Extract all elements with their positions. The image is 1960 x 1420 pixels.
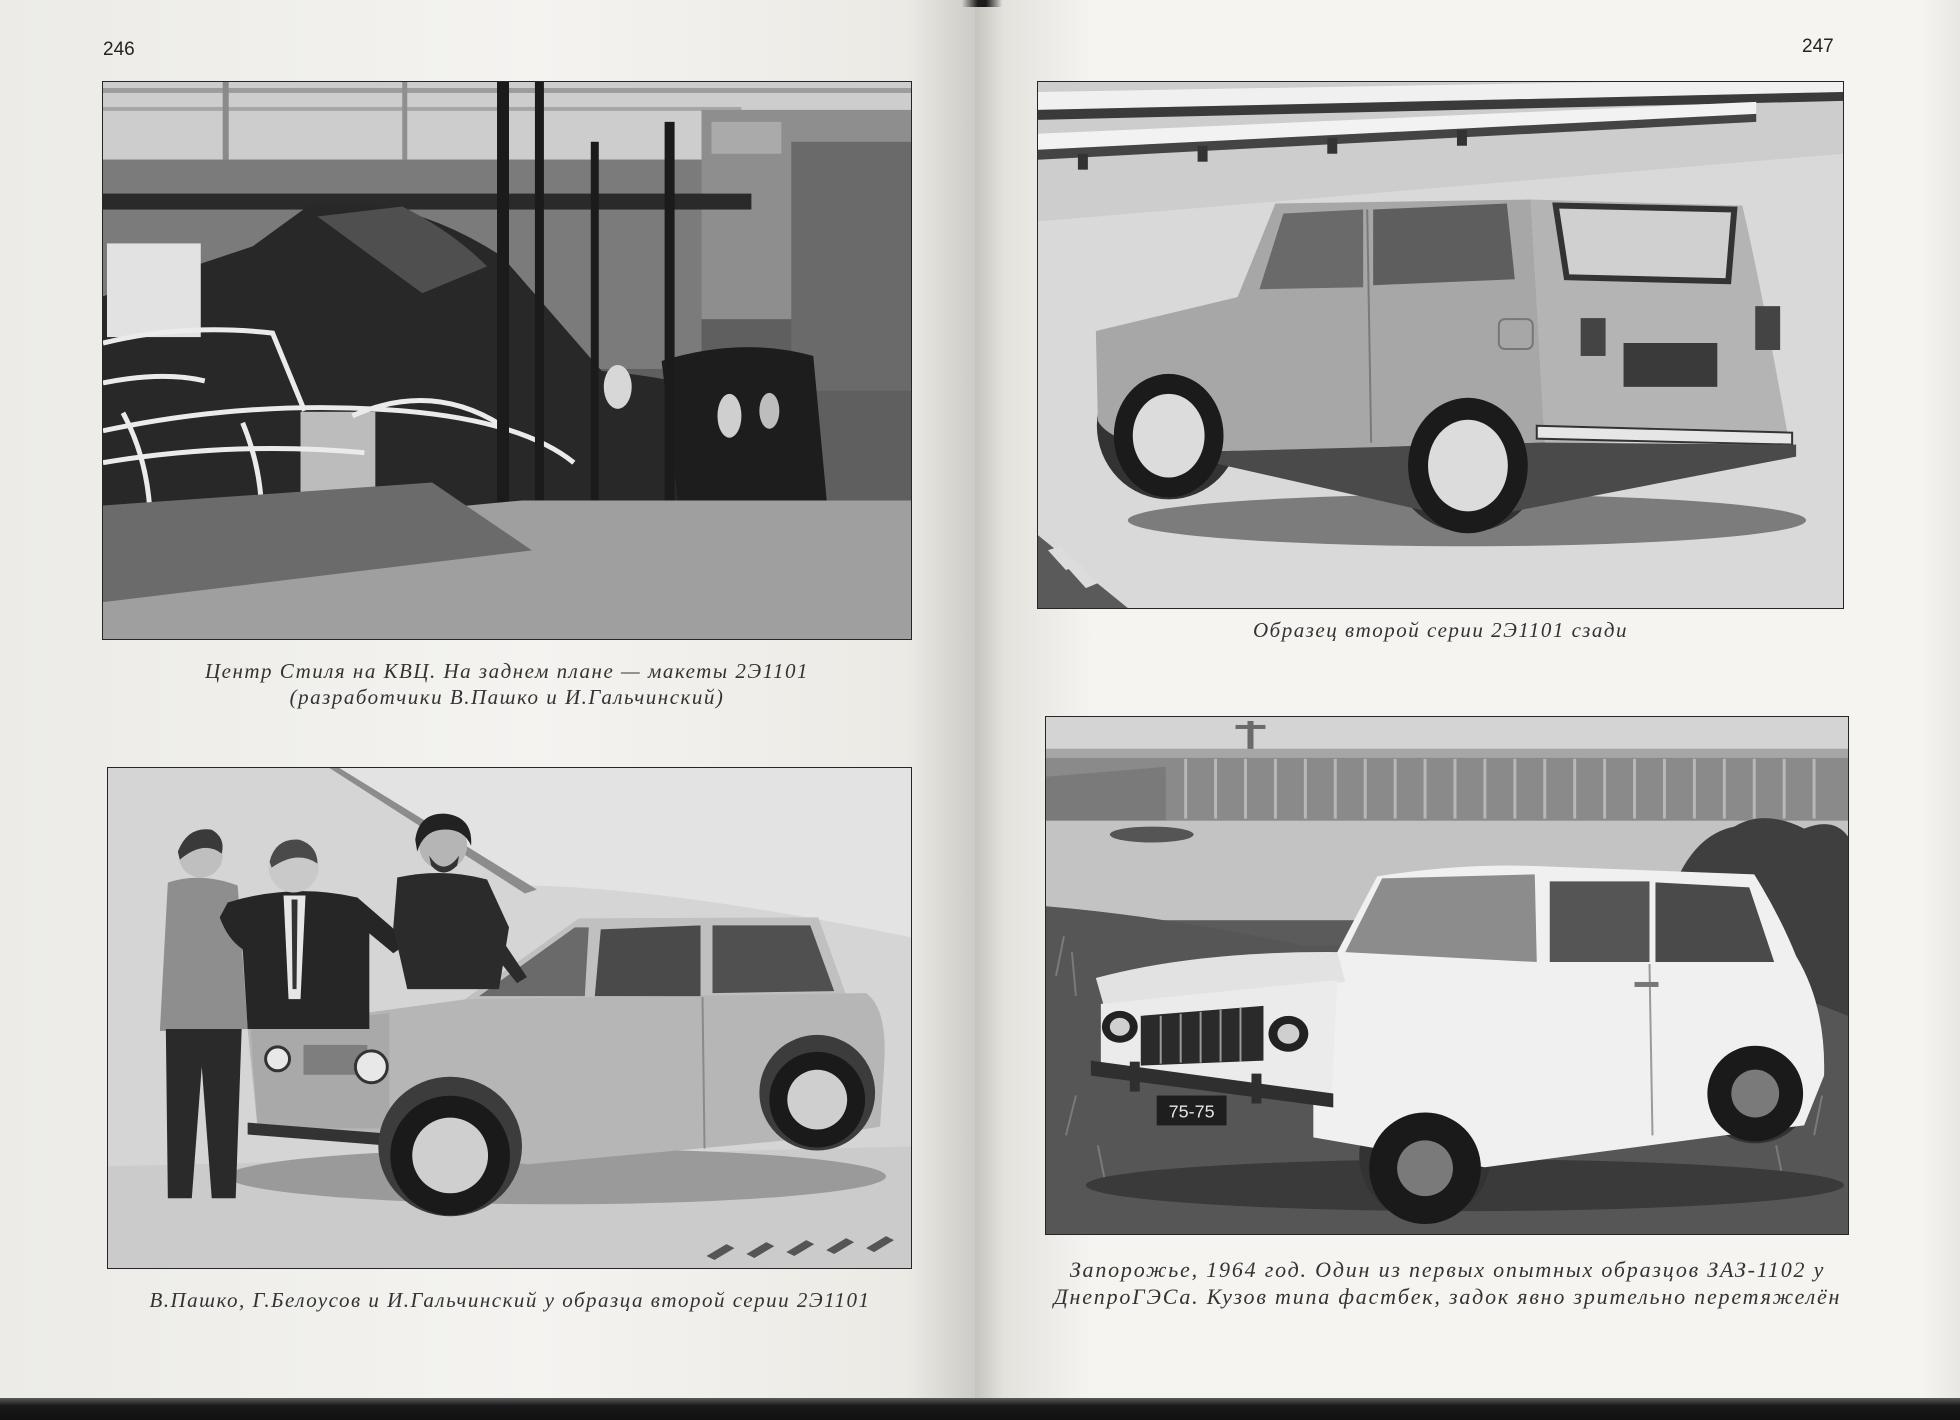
- grille: [1141, 1006, 1264, 1066]
- headlight: [266, 1047, 290, 1071]
- caption-line: Образец второй серии 2Э1101 сзади: [1253, 618, 1628, 642]
- headlight: [355, 1051, 387, 1083]
- photo-rear-view: [1037, 81, 1844, 609]
- second-car-mockup: [662, 347, 828, 514]
- front-door-window: [1550, 881, 1650, 962]
- hubcap: [787, 1070, 847, 1130]
- hubcap: [412, 1118, 488, 1194]
- caption-line: Запорожье, 1964 год. Один из первых опытных образцов ЗАЗ-1102 у: [1069, 1257, 1826, 1282]
- photo-designers-with-car: [107, 767, 912, 1269]
- taillight: [1581, 318, 1606, 356]
- designers-scene: [108, 768, 911, 1268]
- left-page: [0, 0, 975, 1398]
- rear-view-scene: [1038, 82, 1843, 608]
- ground: [103, 483, 911, 639]
- island: [1110, 827, 1194, 843]
- scanner-edge-band: [0, 1398, 1960, 1420]
- license-plate: [1624, 343, 1718, 387]
- bumper-guard: [1251, 1074, 1261, 1104]
- hubcap: [1133, 394, 1205, 478]
- door-handle: [1635, 982, 1659, 987]
- caption-line: Центр Стиля на КВЦ. На заднем плане — макеты 2Э1101: [204, 659, 810, 683]
- caption-zaz-1102: [1040, 1256, 1855, 1310]
- caption-line: ДнепроГЭСа. Кузов типа фастбек, задок явно зрительно перетяжелён: [1053, 1284, 1842, 1309]
- caption-style-center: [102, 658, 912, 710]
- dam: [1046, 749, 1848, 821]
- dam-scene: [1046, 717, 1848, 1234]
- hubcap: [1428, 420, 1508, 512]
- wooden-beam: [103, 194, 751, 210]
- caption-rear-view: [1037, 617, 1844, 643]
- bumper-guard: [1130, 1062, 1140, 1092]
- hubcap: [1397, 1140, 1453, 1196]
- taillight: [1755, 306, 1780, 350]
- front-door-window: [595, 925, 701, 996]
- spine-mark: [962, 0, 1002, 7]
- license-plate-text: 75-75: [1168, 1101, 1215, 1122]
- caption-line: (разработчики В.Пашко и И.Гальчинский): [289, 685, 725, 709]
- rear-window: [1556, 206, 1735, 282]
- caption-designers: [100, 1287, 920, 1313]
- photo-zaz-1102-dam: [1045, 716, 1849, 1235]
- hubcap: [1731, 1070, 1779, 1118]
- right-page: [975, 0, 1960, 1398]
- caption-line: В.Пашко, Г.Белоусов и И.Гальчинский у образца второй серии 2Э1101: [149, 1288, 871, 1312]
- page-number: 247: [1802, 36, 1834, 57]
- style-center-scene: [103, 82, 911, 639]
- rear-side-window: [1373, 204, 1515, 286]
- white-box: [301, 412, 376, 500]
- white-panel: [107, 243, 201, 337]
- page-number: 246: [103, 39, 135, 60]
- photo-style-center: [102, 81, 912, 640]
